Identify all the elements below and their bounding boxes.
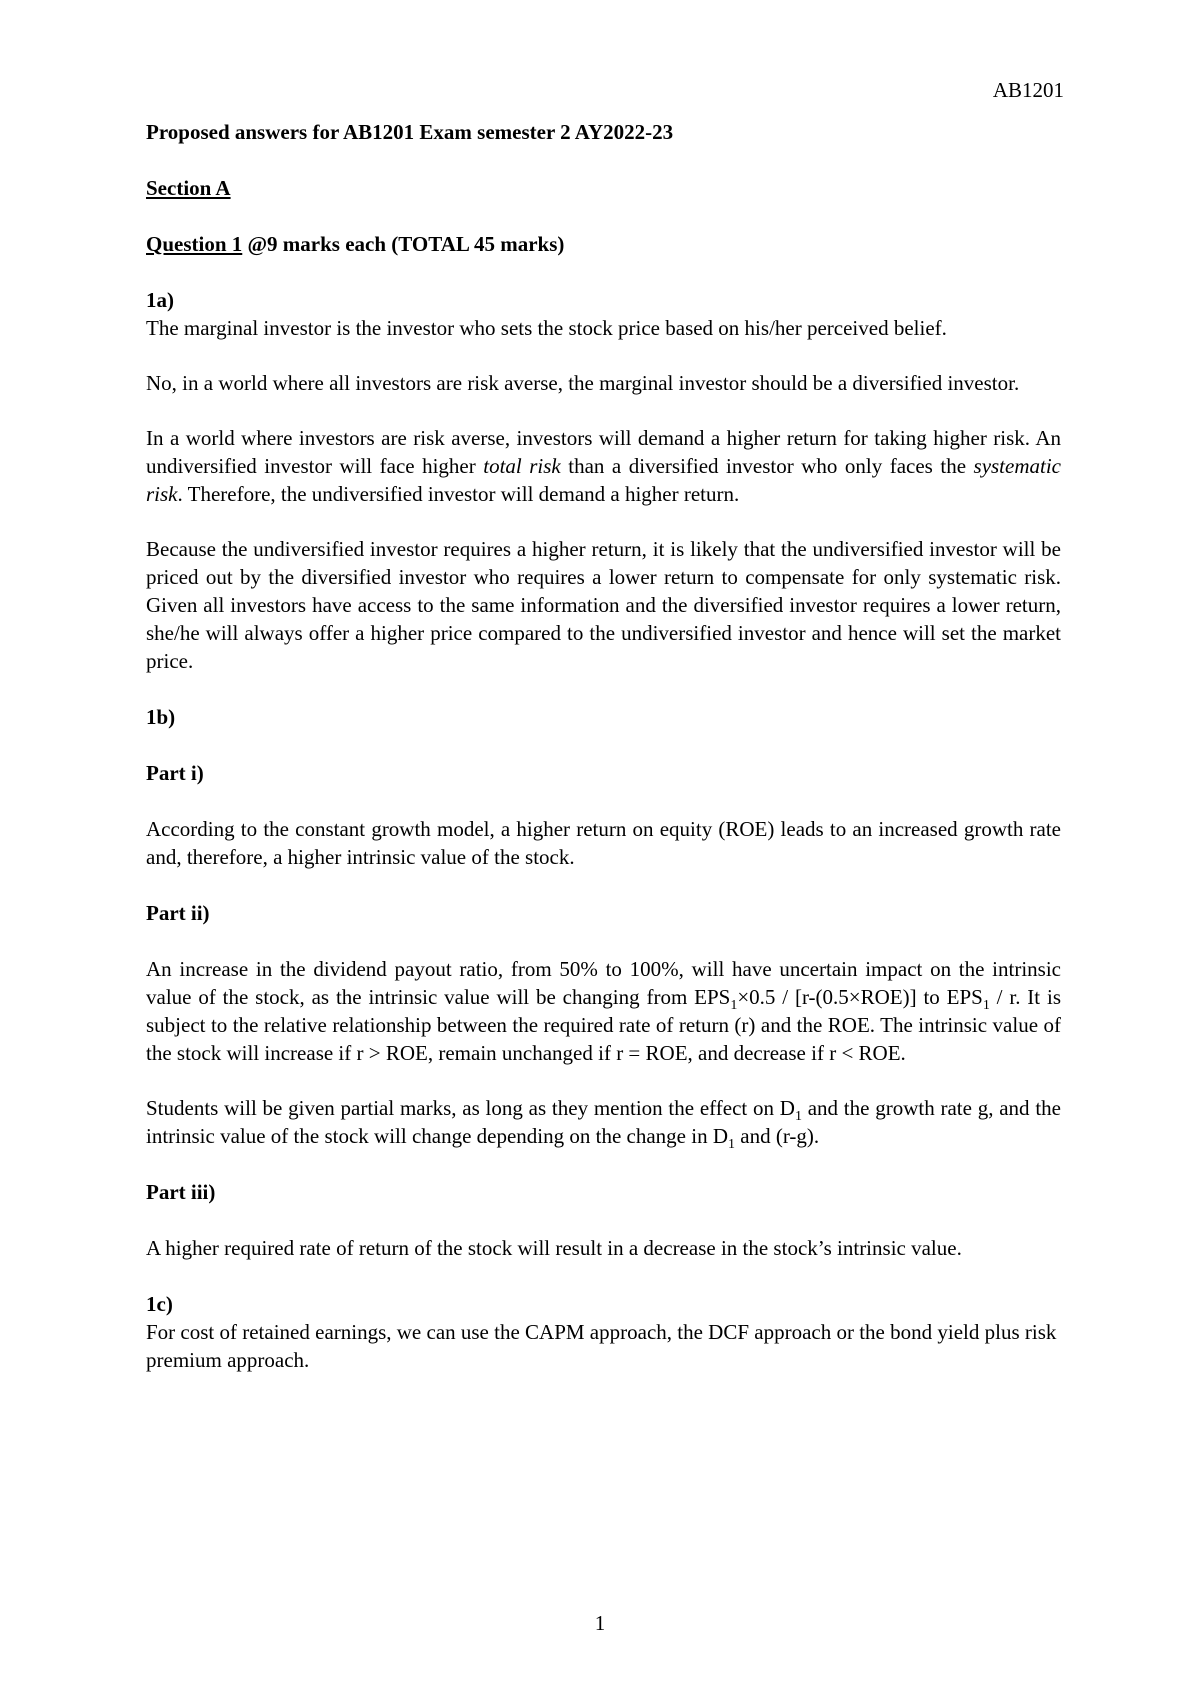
q1a-paragraph-2: No, in a world where all investors are risk averse, the marginal investor should be a diversified investor. (146, 371, 1020, 395)
q1b-part-ii-label: Part ii) (146, 901, 210, 925)
document-title: Proposed answers for AB1201 Exam semester 2 AY2022-23 (146, 120, 674, 144)
part-ii-text-c: / r. It is subject to the relative relationship between the required rate of return (r) and the ROE. The intrinsic value of the stock will increase if r > ROE, remain unchanged if r = ROE, and decrease if r < ROE. (146, 985, 1061, 1065)
q1b-part-i-text: According to the constant growth model, a higher return on equity (ROE) leads to an increased growth rate and, therefore, a higher intrinsic value of the stock. (146, 817, 1061, 869)
q1a-p3-emphasis-total-risk: total risk (483, 454, 561, 478)
part-ii-subscript-1: 1 (730, 998, 738, 1014)
part-ii-text-b: ×0.5 / [r-(0.5×ROE)] to EPS (737, 985, 983, 1009)
q1b-part-i-label: Part i) (146, 761, 204, 785)
course-code-header: AB1201 (992, 78, 1064, 102)
q1a-p3-text-b: than a diversified investor who only faces the (560, 454, 974, 478)
q1b-label: 1b) (146, 705, 176, 729)
q1c-text: For cost of retained earnings, we can use the CAPM approach, the DCF approach or the bond yield plus risk premium approach. (146, 1320, 1057, 1372)
question-heading (146, 230, 1061, 258)
page-number: 1 (594, 1611, 606, 1635)
part-ii-text-a: An increase in the dividend payout ratio, from 50% to 100%, will have uncertain impact on the intrinsic value of the stock, as the intrinsic value will be changing from EPS (146, 957, 1061, 1009)
marking-note-text-a: Students will be given partial marks, as long as they mention the effect on D (146, 1096, 795, 1120)
q1b-part-iii-text: A higher required rate of return of the stock will result in a decrease in the stock’s intrinsic value. (146, 1236, 962, 1260)
q1b-part-ii-marking-note (146, 1094, 1061, 1153)
question-label: Question 1 (146, 232, 243, 256)
section-heading: Section A (146, 176, 231, 200)
marking-note-subscript-2: 1 (728, 1137, 736, 1153)
marking-note-text-c: and (r-g). (735, 1124, 820, 1148)
q1b-part-iii-label: Part iii) (146, 1180, 216, 1204)
document-body (146, 118, 1061, 1374)
q1a-p3-text-c: . Therefore, the undiversified investor will demand a higher return. (177, 482, 740, 506)
question-marks: @9 marks each (TOTAL 45 marks) (242, 232, 565, 256)
part-ii-subscript-2: 1 (982, 998, 990, 1014)
q1c-label: 1c) (146, 1292, 173, 1316)
marking-note-subscript-1: 1 (794, 1109, 802, 1125)
q1a-paragraph-1: The marginal investor is the investor who sets the stock price based on his/her perceived belief. (146, 316, 947, 340)
q1a-p3-text-a: In a world where investors are risk averse, investors will demand a higher return for taking higher risk. An undiversified investor will face higher (146, 426, 1061, 478)
q1b-part-ii-text (146, 955, 1061, 1067)
q1a-p3-emphasis-systematic-risk: systematic risk (146, 454, 1061, 506)
q1a-label: 1a) (146, 288, 174, 312)
q1a-paragraph-3 (146, 424, 1061, 508)
q1a-paragraph-4: Because the undiversified investor requires a higher return, it is likely that the undiversified investor will be priced out by the diversified investor who requires a lower return to compensate for only systematic risk. Given all investors have access to the same information and the diversified investor requires a lower return, she/he will always offer a higher price compared to the undiversified investor and hence will set the market price. (146, 537, 1061, 673)
marking-note-text-b: and the growth rate g, and the intrinsic value of the stock will change depending on the change in D (146, 1096, 1061, 1148)
